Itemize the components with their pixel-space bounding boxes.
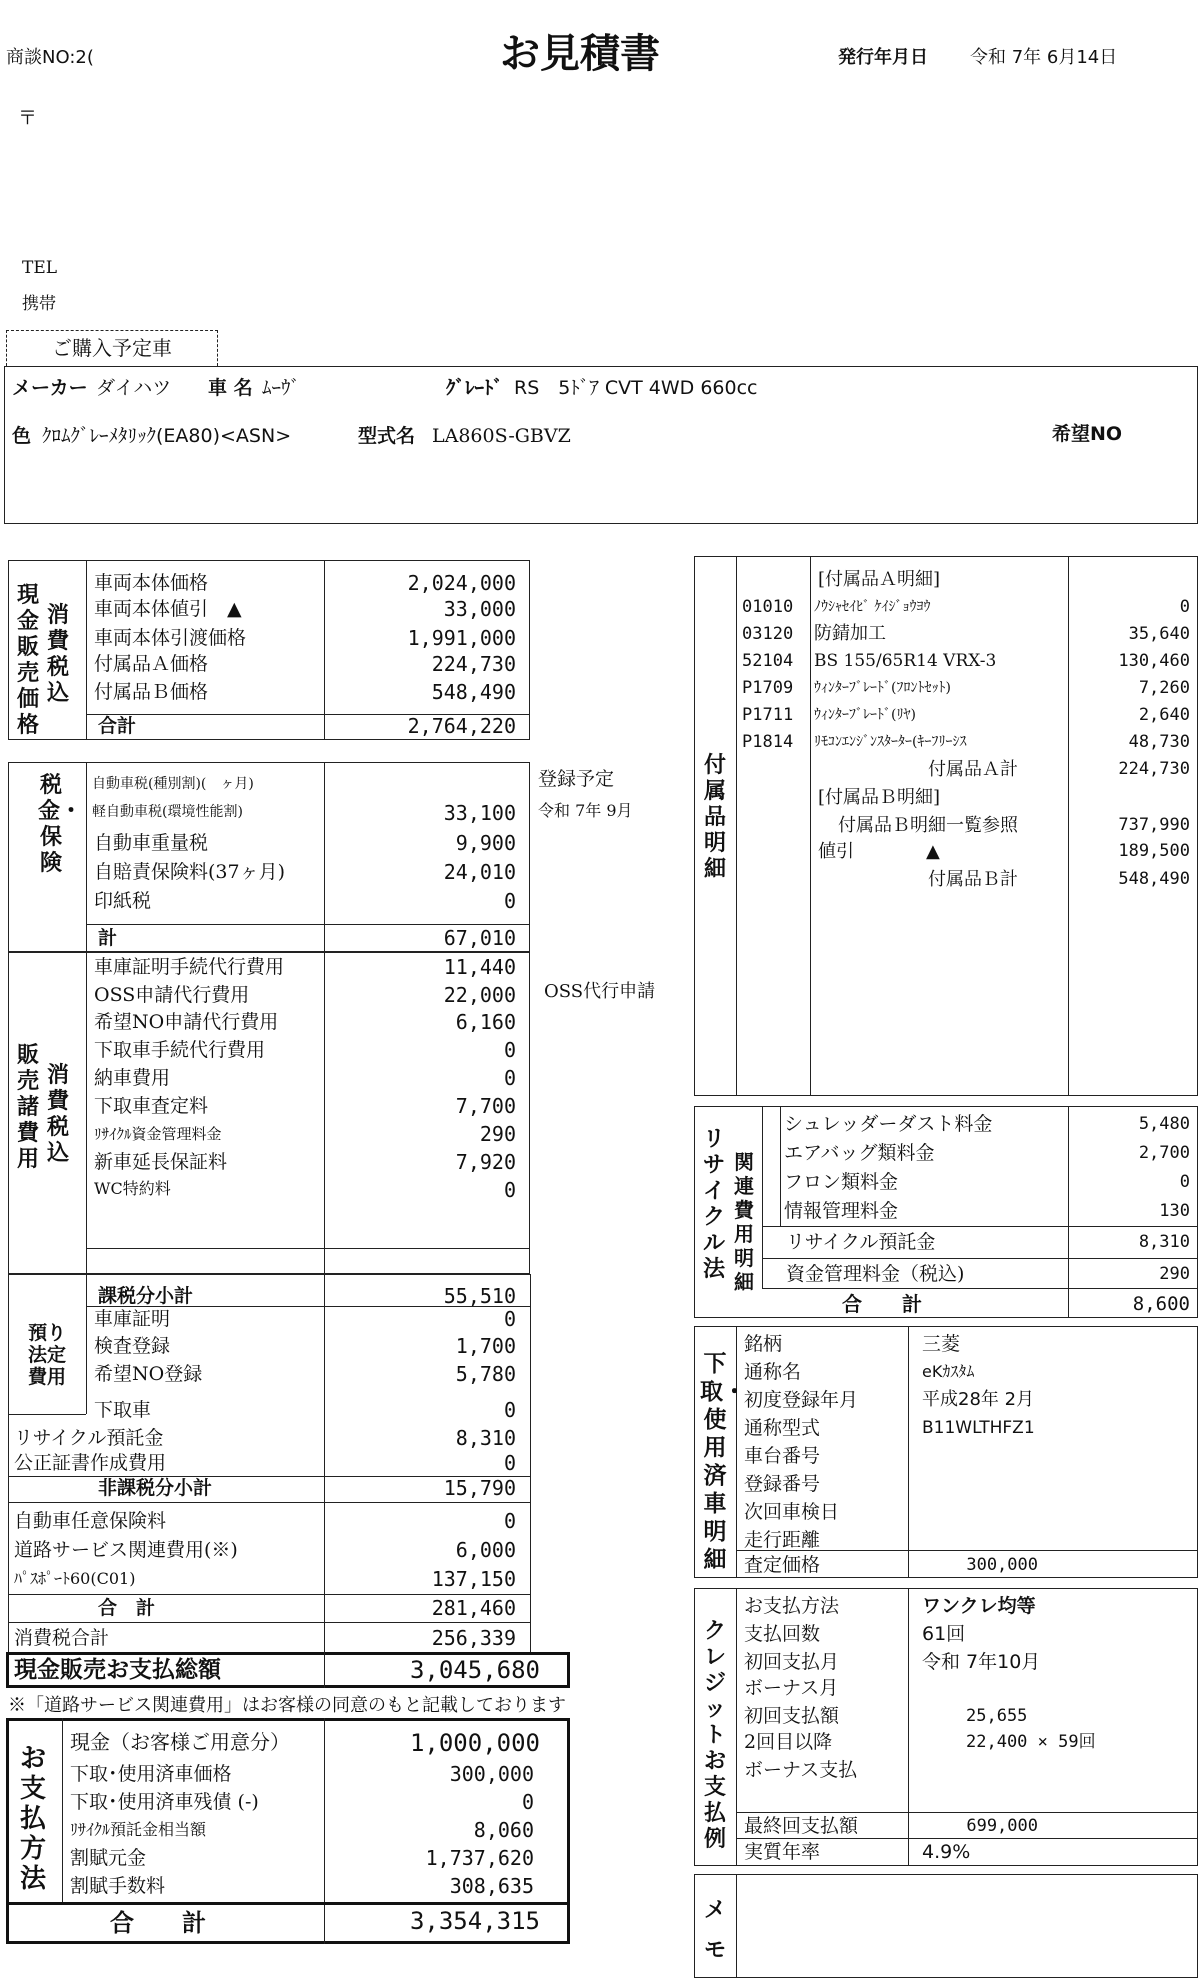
other-row-label: 自動車任意保険料: [14, 1510, 167, 1532]
accessory-b-discount-label: 値引 ▲: [818, 841, 940, 862]
color-label: 色: [12, 425, 32, 447]
legal-recycle-label: リサイクル預託金: [14, 1427, 164, 1449]
cash-total-label: 合計: [98, 715, 137, 737]
accessory-value: 35,640: [1128, 624, 1190, 644]
grand-total-value: 3,045,680: [409, 1656, 540, 1684]
cash-row-value: 224,730: [431, 652, 516, 676]
credit-last: 699,000: [966, 1816, 1038, 1836]
fee-row-value: 11,440: [443, 955, 516, 979]
maker-value: ダイハツ: [96, 377, 172, 399]
ctax-value: 256,339: [431, 1626, 516, 1650]
fee-row-label: 希望NO申請代行費用: [94, 1011, 279, 1033]
fee-row-value: 0: [503, 1178, 516, 1202]
cash-row-label: 車両本体値引 ▲: [94, 598, 242, 620]
fee-row-label: 新車延長保証料: [94, 1151, 228, 1173]
other-row-value: 6,000: [455, 1538, 516, 1562]
fee-row-value: 0: [503, 1066, 516, 1090]
tradein-row-value: 三菱: [922, 1333, 961, 1355]
payment-side-label: お支払方法: [19, 1744, 46, 1894]
tax-row-label: 自動車重量税: [94, 832, 209, 854]
recycle-row-label: シュレッダーダスト料金: [784, 1113, 993, 1135]
car-name-label: 車 名: [208, 377, 253, 399]
recycle-row-value: 2,700: [1138, 1143, 1190, 1163]
credit-first-amount: 25,655: [966, 1706, 1028, 1726]
tradein-row-label: 通称名: [744, 1361, 802, 1383]
accessory-name: ﾉｳｼｬｾｲﾋﾞ ｹｲｼﾞｮｳﾖｳ: [814, 599, 931, 615]
accessory-name: ｳｨﾝﾀｰﾌﾞﾚｰﾄﾞ(ﾘﾔ): [814, 707, 916, 723]
tradein-side-label: 下取・使用済車明細: [700, 1350, 746, 1573]
credit-bonus-label: ボーナス支払: [744, 1759, 858, 1781]
fees-side-label: 販売諸費用: [16, 1042, 39, 1172]
tradein-row-value: 平成28年 2月: [922, 1389, 1035, 1410]
grade-label: ｸﾞﾚｰﾄﾞ: [446, 377, 504, 399]
other-total: 281,460: [431, 1596, 516, 1620]
vehicle-tab: ご購入予定車: [6, 330, 218, 366]
tax-row-value: 0: [503, 889, 516, 913]
cash-row-value: 33,000: [443, 597, 516, 621]
recycle-mgmt-label: 資金管理料金（税込): [786, 1263, 965, 1285]
accessory-a-total: 224,730: [1118, 759, 1190, 779]
grade-value: RS 5ﾄﾞｱ CVT 4WD 660cc: [514, 377, 758, 399]
road-service-note: ※「道路サービス関連費用」はお客様の同意のもと記載しております: [8, 1695, 566, 1716]
tradein-assess: 300,000: [966, 1555, 1038, 1575]
cash-row-value: 548,490: [431, 680, 516, 704]
accessory-code: 03120: [742, 624, 794, 644]
cash-price-tax-label: 消費税込: [46, 602, 69, 706]
payment-row-value: 1,000,000: [409, 1729, 540, 1757]
fee-row-label: 車庫証明手続代行費用: [94, 956, 285, 978]
accessory-code: P1711: [742, 705, 794, 725]
fee-row-label: 下取車査定料: [94, 1095, 209, 1117]
payment-row-value: 300,000: [449, 1762, 534, 1786]
tradein-assess-label: 査定価格: [744, 1554, 821, 1576]
ctax-label: 消費税合計: [14, 1627, 110, 1649]
tax-total-label: 計: [98, 927, 118, 949]
accessory-b-ref: 737,990: [1118, 815, 1190, 835]
recycle-row-value: 0: [1179, 1172, 1190, 1192]
credit-method: ワンクレ均等: [922, 1595, 1036, 1617]
credit-second-label: 2回目以降: [744, 1731, 833, 1753]
credit-method-label: お支払方法: [744, 1595, 840, 1617]
payment-row-label: 割賦手数料: [70, 1875, 166, 1897]
accessory-a-total-label: 付属品Ａ計: [928, 759, 1018, 780]
accessory-b-header: [付属品Ｂ明細]: [818, 787, 941, 808]
fee-row-label: 下取車手続代行費用: [94, 1039, 266, 1061]
accessory-b-total: 548,490: [1118, 869, 1190, 889]
tax-row-label: 自賠責保険料(37ヶ月): [94, 861, 286, 883]
legal-notary-value: 0: [503, 1451, 516, 1475]
recycle-mgmt: 290: [1159, 1264, 1190, 1284]
cash-row-label: 付属品Ｂ価格: [94, 681, 209, 703]
tax-row-value: 24,010: [443, 860, 516, 884]
recycle-row-label: エアバッグ類料金: [784, 1142, 935, 1164]
tradein-row-label: 次回車検日: [744, 1501, 840, 1523]
accessory-b-ref-label: 付属品Ｂ明細一覧参照: [838, 815, 1018, 836]
registration-date: 令和 7年 9月: [538, 801, 633, 820]
accessory-name: ﾘﾓｺﾝｴﾝｼﾞﾝｽﾀｰﾀｰ(ｷｰﾌﾘｰｼｽ: [814, 734, 967, 750]
hope-no-label: 希望NO: [1052, 423, 1123, 445]
memo-box: [694, 1874, 1198, 1978]
recycle-row-value: 130: [1159, 1201, 1190, 1221]
legal-row-value: 0: [503, 1307, 516, 1331]
other-row-label: ﾊﾟｽﾎﾟｰﾄ60(C01): [14, 1569, 136, 1588]
other-row-value: 0: [503, 1509, 516, 1533]
legal-recycle-value: 8,310: [455, 1426, 516, 1450]
accessory-value: 2,640: [1138, 705, 1190, 725]
fee-row-label: 納車費用: [94, 1067, 171, 1089]
fee-row-value: 7,700: [455, 1094, 516, 1118]
car-name-value: ﾑｰｳﾞ: [262, 377, 301, 399]
accessory-value: 0: [1179, 597, 1190, 617]
payment-row-label: 割賦元金: [70, 1847, 147, 1869]
color-value: ｸﾛﾑｸﾞﾚｰﾒﾀﾘｯｸ(EA80)<ASN>: [42, 425, 292, 447]
fee-row-value: 6,160: [455, 1010, 516, 1034]
tradein-row-value: B11WLTHFZ1: [922, 1418, 1035, 1438]
recycle-row-value: 5,480: [1138, 1114, 1190, 1134]
tax-row-label: 自動車税(種別割)( ヶ月): [92, 776, 254, 792]
fee-row-value: 7,920: [455, 1150, 516, 1174]
accessory-code: P1814: [742, 732, 794, 752]
accessory-value: 7,260: [1138, 678, 1190, 698]
cash-row-label: 車両本体引渡価格: [94, 627, 247, 649]
fee-row-label: WC特約料: [94, 1179, 171, 1198]
accessory-name: 防錆加工: [814, 623, 886, 644]
legal-row-label: 検査登録: [94, 1335, 171, 1357]
tax-row-label: 印紙税: [94, 890, 152, 912]
fees-total: 55,510: [443, 1284, 516, 1308]
accessory-name: BS 155/65R14 VRX-3: [814, 651, 997, 671]
cash-row-value: 1,991,000: [407, 626, 516, 650]
model-label: 型式名: [358, 425, 416, 447]
tradein-row-label: 初度登録年月: [744, 1389, 859, 1411]
payment-row-label: 現金（お客様ご用意分）: [70, 1730, 290, 1754]
payment-row-label: 下取･使用済車価格: [70, 1763, 232, 1785]
legal-row-label: 下取車: [94, 1399, 152, 1421]
payment-row-value: 0: [521, 1790, 534, 1814]
fee-row-value: 0: [503, 1038, 516, 1062]
recycle-deposit-label: リサイクル預託金: [786, 1231, 936, 1253]
other-row-value: 137,150: [431, 1567, 516, 1591]
payment-row-value: 8,060: [473, 1818, 534, 1842]
cash-row-label: 車両本体価格: [94, 572, 209, 594]
recycle-total: 8,600: [1132, 1293, 1190, 1315]
accessory-b-discount: 189,500: [1118, 841, 1190, 861]
other-total-label: 合 計: [98, 1597, 156, 1619]
issue-date: 令和 7年 6月14日: [970, 47, 1118, 68]
tax-side-label: 税金・保険: [38, 772, 83, 876]
tradein-row-label: 走行距離: [744, 1529, 821, 1551]
legal-row-label: 車庫証明: [94, 1308, 171, 1330]
fees-total-label: 課税分小計: [98, 1285, 194, 1307]
credit-last-label: 最終回支払額: [744, 1815, 859, 1837]
legal-row-label: 希望NO登録: [94, 1363, 203, 1385]
tradein-row-label: 通称型式: [744, 1417, 821, 1439]
credit-rate-label: 実質年率: [744, 1841, 821, 1863]
page-title: お見積書: [500, 31, 660, 77]
mobile-label: 携帯: [22, 294, 56, 314]
accessories-side-label: 付属品明細: [703, 752, 726, 882]
fees-tax-label: 消費税込: [46, 1062, 69, 1166]
accessory-code: P1709: [742, 678, 794, 698]
recycle-row-label: 情報管理料金: [784, 1200, 899, 1222]
fee-row-label: OSS申請代行費用: [94, 984, 250, 1006]
tax-total: 67,010: [443, 926, 516, 950]
credit-count: 61回: [922, 1623, 966, 1645]
postal-mark: 〒: [18, 107, 38, 129]
cash-row-value: 2,024,000: [407, 571, 516, 595]
accessory-a-header: [付属品Ａ明細]: [818, 569, 941, 590]
credit-second: 22,400 × 59回: [966, 1732, 1096, 1752]
tradein-row-label: 登録番号: [744, 1473, 821, 1495]
fee-row-label: ﾘｻｲｸﾙ資金管理料金: [94, 1125, 222, 1143]
legal-row-value: 5,780: [455, 1362, 516, 1386]
credit-rate: 4.9%: [922, 1841, 971, 1863]
memo-label: メモ: [703, 1897, 726, 1963]
registration-label: 登録予定: [538, 768, 615, 790]
cash-total: 2,764,220: [407, 714, 516, 738]
credit-count-label: 支払回数: [744, 1623, 821, 1645]
tax-row-value: 9,900: [455, 831, 516, 855]
payment-total: 3,354,315: [409, 1907, 540, 1935]
accessory-value: 130,460: [1118, 651, 1190, 671]
payment-row-value: 1,737,620: [425, 1846, 534, 1870]
fee-row-value: 22,000: [443, 983, 516, 1007]
payment-row-label: ﾘｻｲｸﾙ預託金相当額: [70, 1820, 207, 1839]
tradein-row-label: 車台番号: [744, 1445, 821, 1467]
payment-total-label: 合 計: [110, 1909, 206, 1937]
payment-row-label: 下取･使用済車残債 (-): [70, 1791, 259, 1813]
recycle-total-label: 合 計: [842, 1292, 922, 1316]
tradein-row-value: eKｶｽﾀﾑ: [922, 1362, 975, 1381]
accessory-code: 01010: [742, 597, 794, 617]
legal-row-value: 1,700: [455, 1334, 516, 1358]
accessory-name: ｳｨﾝﾀｰﾌﾞﾚｰﾄﾞ(ﾌﾛﾝﾄｾｯﾄ): [814, 680, 951, 696]
cash-row-label: 付属品Ａ価格: [94, 653, 209, 675]
legal-total-label: 非課税分小計: [98, 1477, 213, 1499]
accessory-code: 52104: [742, 651, 794, 671]
tel-label: TEL: [22, 258, 58, 278]
accessory-b-total-label: 付属品Ｂ計: [928, 869, 1018, 890]
legal-total: 15,790: [443, 1476, 516, 1500]
model-value: LA860S-GBVZ: [432, 425, 571, 447]
deal-number: 商談NO:2(: [6, 47, 94, 68]
recycle-side-label: リサイクル法: [702, 1126, 725, 1282]
accessory-value: 48,730: [1128, 732, 1190, 752]
legal-side-label: 預り法定費用: [27, 1322, 66, 1388]
maker-label: メーカー: [12, 377, 88, 399]
legal-notary-label: 公正証書作成費用: [14, 1452, 167, 1474]
fee-row-value: 290: [479, 1122, 516, 1146]
other-row-label: 道路サービス関連費用(※): [14, 1539, 238, 1561]
recycle-row-label: フロン類料金: [784, 1171, 899, 1193]
credit-first-month: 令和 7年10月: [922, 1651, 1041, 1673]
credit-first-month-label: 初回支払月: [744, 1651, 840, 1673]
issue-date-label: 発行年月日: [838, 47, 928, 68]
tradein-row-label: 銘柄: [744, 1333, 783, 1355]
oss-note: OSS代行申請: [544, 981, 656, 1002]
credit-first-amount-label: 初回支払額: [744, 1705, 840, 1727]
recycle-deposit: 8,310: [1138, 1232, 1190, 1252]
credit-side-label: クレジットお支払例: [703, 1618, 726, 1852]
cash-price-side-label: 現金販売価格: [16, 582, 39, 738]
credit-bonus-month-label: ボーナス月: [744, 1677, 839, 1699]
grand-total-label: 現金販売お支払総額: [14, 1657, 221, 1683]
legal-row-value: 0: [503, 1398, 516, 1422]
recycle-sub-label: 関連費用明細: [734, 1150, 754, 1294]
tax-row-value: 33,100: [443, 801, 516, 825]
tax-row-label: 軽自動車税(環境性能割): [92, 804, 243, 820]
payment-row-value: 308,635: [449, 1874, 534, 1898]
